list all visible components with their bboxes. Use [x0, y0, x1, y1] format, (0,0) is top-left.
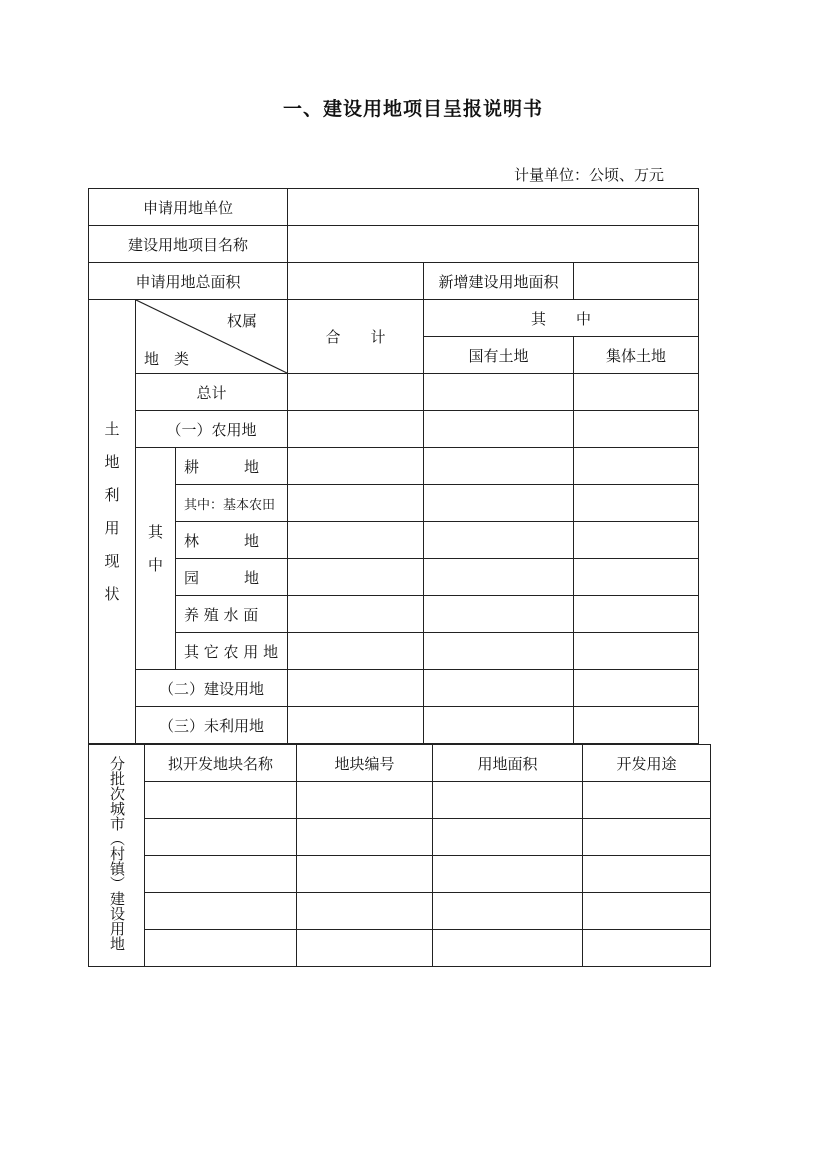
batch-cell[interactable] [297, 856, 433, 893]
batch-cell[interactable] [433, 819, 583, 856]
row-unused-collective[interactable] [574, 707, 699, 744]
row-other-agri-total[interactable] [288, 633, 424, 670]
batch-cell[interactable] [145, 856, 297, 893]
batch-cell[interactable] [145, 930, 297, 967]
row-garden-label: 园 地 [176, 559, 288, 596]
row-arable-state[interactable] [424, 448, 574, 485]
row-agri-label: （一）农用地 [136, 411, 288, 448]
row-aqua-state[interactable] [424, 596, 574, 633]
new-area-field[interactable] [574, 263, 699, 300]
diagonal-header [136, 300, 288, 374]
row-agri-state[interactable] [424, 411, 574, 448]
batch-cell[interactable] [583, 782, 711, 819]
batch-header-area: 用地面积 [433, 745, 583, 782]
batch-cell[interactable] [583, 856, 711, 893]
row-sum-state[interactable] [424, 374, 574, 411]
batch-header-use: 开发用途 [583, 745, 711, 782]
row-arable-total[interactable] [288, 448, 424, 485]
row-construction-total[interactable] [288, 670, 424, 707]
collective-land-header: 集体土地 [574, 337, 699, 374]
row-agri-total[interactable] [288, 411, 424, 448]
row-forest-label: 林 地 [176, 522, 288, 559]
batch-header-name: 拟开发地块名称 [145, 745, 297, 782]
row-agri-collective[interactable] [574, 411, 699, 448]
land-use-side-label [89, 300, 136, 744]
row-other-agri-collective[interactable] [574, 633, 699, 670]
batch-cell[interactable] [583, 930, 711, 967]
among-header: 其 中 [424, 300, 699, 337]
row-other-agri-state[interactable] [424, 633, 574, 670]
row-unused-state[interactable] [424, 707, 574, 744]
row-garden-total[interactable] [288, 559, 424, 596]
batch-cell[interactable] [433, 782, 583, 819]
row-aqua-total[interactable] [288, 596, 424, 633]
batch-cell[interactable] [145, 819, 297, 856]
application-form-table [88, 188, 699, 744]
row-other-agri-label: 其 它 农 用 地 [176, 633, 288, 670]
row-garden-state[interactable] [424, 559, 574, 596]
batch-header-code: 地块编号 [297, 745, 433, 782]
new-area-label: 新增建设用地面积 [424, 263, 574, 300]
row-basic-farm-collective[interactable] [574, 485, 699, 522]
total-area-field[interactable] [288, 263, 424, 300]
batch-cell[interactable] [297, 893, 433, 930]
row-aqua-label: 养 殖 水 面 [176, 596, 288, 633]
applicant-field[interactable] [288, 189, 699, 226]
row-arable-label: 耕 地 [176, 448, 288, 485]
row-sum-label: 总计 [136, 374, 288, 411]
batch-cell[interactable] [145, 893, 297, 930]
row-basic-farm-label: 其中：基本农田 [176, 485, 288, 522]
unit-label: 计量单位：公顷、万元 [513, 166, 664, 184]
among-vertical-text: 其中 [146, 523, 164, 590]
among-vertical-cell [136, 448, 176, 670]
land-type-label: 地 类 [144, 350, 190, 368]
row-forest-collective[interactable] [574, 522, 699, 559]
row-basic-farm-total[interactable] [288, 485, 424, 522]
ownership-label: 权属 [227, 312, 258, 330]
row-garden-collective[interactable] [574, 559, 699, 596]
batch-cell[interactable] [297, 782, 433, 819]
total-col-header: 合 计 [288, 300, 424, 374]
batch-cell[interactable] [145, 782, 297, 819]
row-unused-total[interactable] [288, 707, 424, 744]
row-aqua-collective[interactable] [574, 596, 699, 633]
applicant-label: 申请用地单位 [89, 189, 288, 226]
land-use-side-text: 土地利用现状 [102, 420, 121, 619]
row-forest-state[interactable] [424, 522, 574, 559]
row-construction-label: （二）建设用地 [136, 670, 288, 707]
batch-side-text: 分批次城市（村镇）建设用地 [108, 756, 126, 951]
state-land-header: 国有土地 [424, 337, 574, 374]
batch-table [88, 744, 711, 967]
page-title: 一、建设用地项目呈报说明书 [282, 98, 543, 120]
row-construction-state[interactable] [424, 670, 574, 707]
project-name-label: 建设用地项目名称 [89, 226, 288, 263]
row-arable-collective[interactable] [574, 448, 699, 485]
batch-side-label [89, 745, 145, 967]
row-forest-total[interactable] [288, 522, 424, 559]
batch-cell[interactable] [433, 893, 583, 930]
batch-cell[interactable] [433, 856, 583, 893]
row-basic-farm-state[interactable] [424, 485, 574, 522]
project-name-field[interactable] [288, 226, 699, 263]
row-unused-label: （三）未利用地 [136, 707, 288, 744]
row-construction-collective[interactable] [574, 670, 699, 707]
total-area-label: 申请用地总面积 [89, 263, 288, 300]
batch-cell[interactable] [297, 930, 433, 967]
batch-cell[interactable] [583, 819, 711, 856]
row-sum-total[interactable] [288, 374, 424, 411]
batch-cell[interactable] [583, 893, 711, 930]
batch-cell[interactable] [297, 819, 433, 856]
row-sum-collective[interactable] [574, 374, 699, 411]
batch-cell[interactable] [433, 930, 583, 967]
